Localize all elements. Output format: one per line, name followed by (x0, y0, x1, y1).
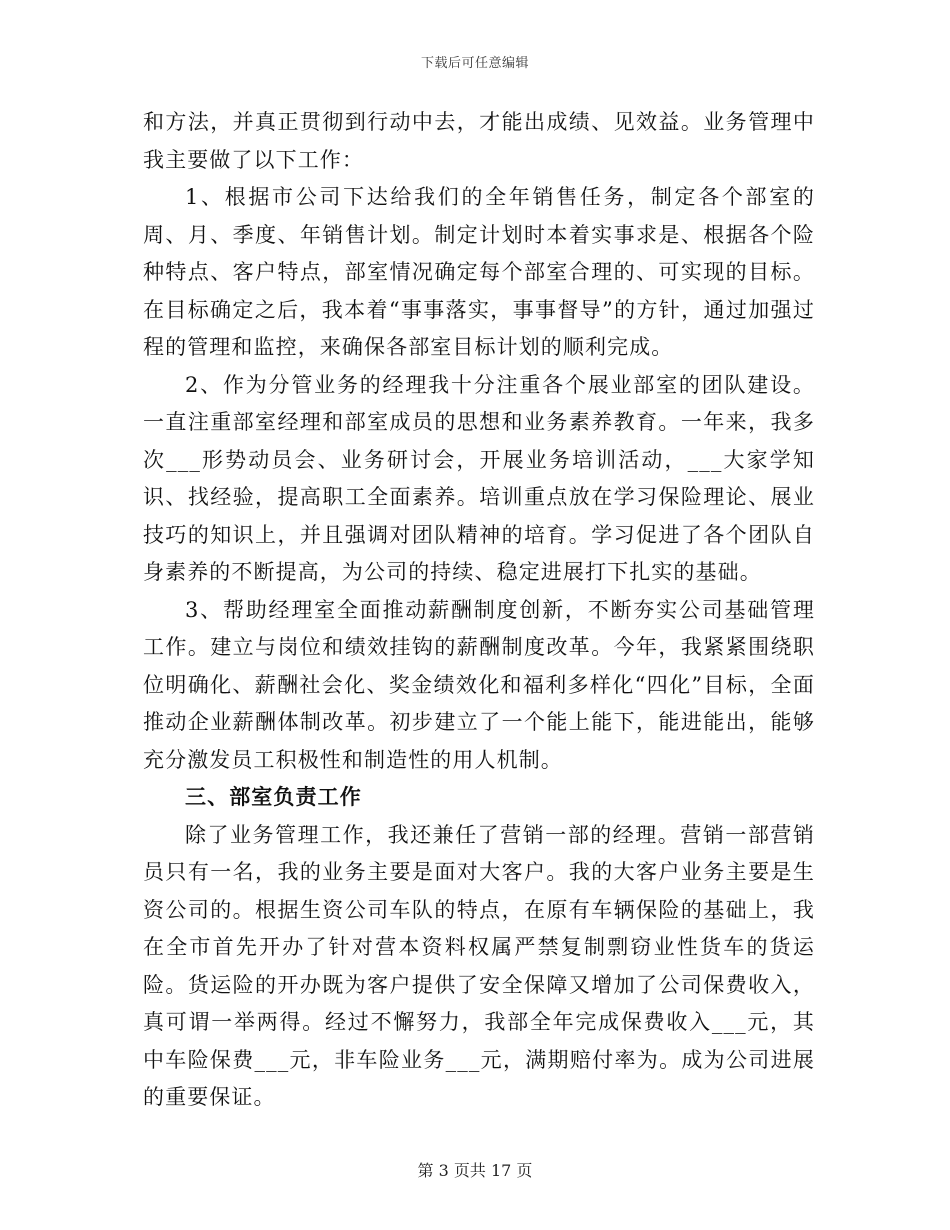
intro-paragraph: 和方法，并真正贯彻到行动中去，才能出成绩、见效益。业务管理中我主要做了以下工作： (143, 110, 815, 172)
document-body (143, 104, 815, 1117)
work-item-3: 3、帮助经理室全面推动薪酬制度创新，不断夯实公司基础管理工作。建立与岗位和绩效挂钩的薪酬制度改革。今年，我紧紧围绕职位明确化、薪酬社会化、奖金绩效化和福利多样化“四化”目标，全面推动企业薪酬体制改革。初步建立了一个能上能下，能进能出，能够充分激发员工积极性和制造性的用人机制。 (143, 597, 815, 772)
section-3-paragraph: 除了业务管理工作，我还兼任了营销一部的经理。营销一部营销员只有一名，我的业务主要是面对大客户。我的大客户业务主要是生资公司的。根据生资公司车队的特点，在原有车辆保险的基础上，我在全市首先开办了针对营本资料权属严禁复制剽窃业性货车的货运险。货运险的开办既为客户提供了安全保障又增加了公司保费收入，真可谓一举两得。经过不懈努力，我部全年完成保费收入___元，其中车险保费___元，非车险业务___元，满期赔付率为。成为公司进展的重要保证。 (143, 822, 815, 1109)
section-heading-3: 三、部室负责工作 (185, 785, 362, 809)
work-item-1: 1、根据市公司下达给我们的全年销售任务，制定各个部室的周、月、季度、年销售计划。制定计划时本着实事求是、根据各个险种特点、客户特点，部室情况确定每个部室合理的、可实现的目标。在目标确定之后，我本着“事事落实，事事督导”的方针，通过加强过程的管理和监控，来确保各部室目标计划的顺利完成。 (143, 185, 815, 359)
page-footer: 第 3 页共 17 页 (417, 1161, 533, 1180)
work-item-2: 2、作为分管业务的经理我十分注重各个展业部室的团队建设。一直注重部室经理和部室成员的思想和业务素养教育。一年来，我多次___形势动员会、业务研讨会，开展业务培训活动，___大家学知识、找经验，提高职工全面素养。培训重点放在学习保险理论、展业技巧的知识上，并且强调对团队精神的培育。学习促进了各个团队自身素养的不断提高，为公司的持续、稳定进展打下扎实的基础。 (143, 372, 815, 584)
page-header: 下载后可任意编辑 (420, 56, 529, 71)
